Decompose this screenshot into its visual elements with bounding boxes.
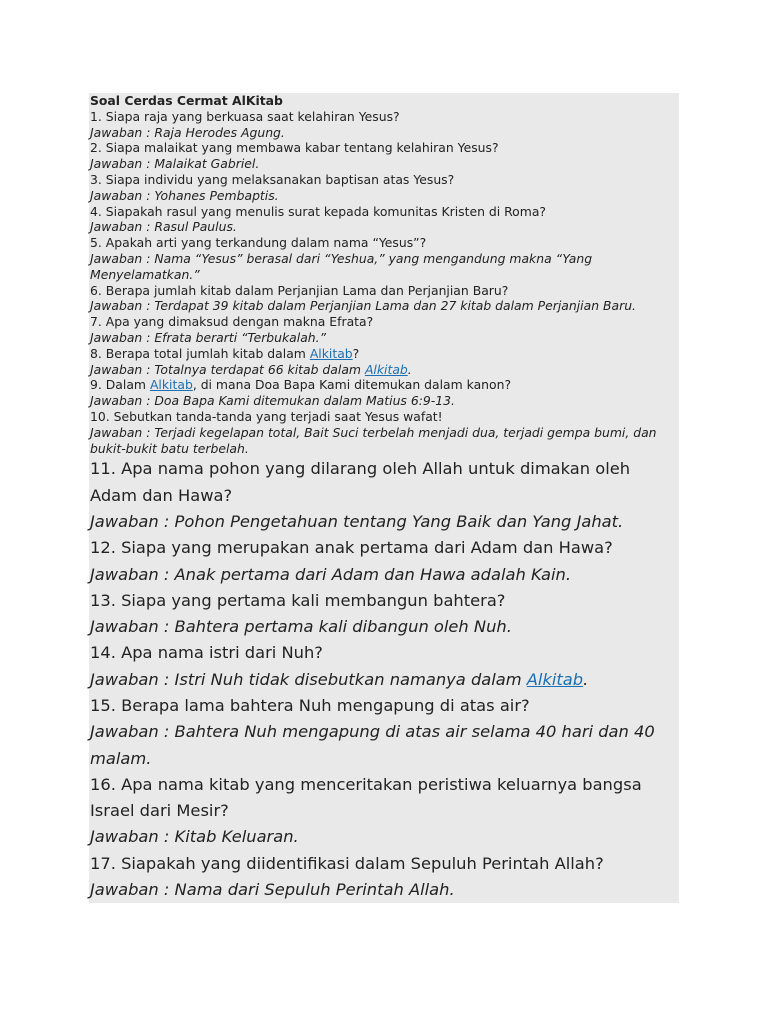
- answer-6: Jawaban : Terdapat 39 kitab dalam Perjanjian Lama dan 27 kitab dalam Perjanjian Baru.: [90, 298, 636, 314]
- question-17: 17. Siapakah yang diidentifikasi dalam Sepuluh Perintah Allah?: [90, 853, 604, 873]
- answer-1: Jawaban : Raja Herodes Agung.: [90, 124, 285, 140]
- document-body: [89, 93, 679, 903]
- answer-16: Jawaban : Kitab Keluaran.: [90, 827, 299, 847]
- question-13: 13. Siapa yang pertama kali membangun bahtera?: [90, 590, 506, 610]
- question-15: 15. Berapa lama bahtera Nuh mengapung di atas air?: [90, 696, 530, 715]
- question-14: 14. Apa nama istri dari Nuh?: [90, 643, 323, 663]
- alkitab-link[interactable]: Alkitab: [149, 377, 193, 393]
- answer-13: Jawaban : Bahtera pertama kali dibangun oleh Nuh.: [90, 617, 512, 637]
- alkitab-link[interactable]: Alkitab: [526, 669, 584, 689]
- alkitab-link[interactable]: Alkitab: [364, 361, 408, 377]
- large-section: [89, 456, 679, 903]
- document-title: Soal Cerdas Cermat AlKitab: [90, 93, 283, 108]
- answer-12: Jawaban : Anak pertama dari Adam dan Hawa adalah Kain.: [90, 564, 572, 584]
- answer-3: Jawaban : Yohanes Pembaptis.: [90, 187, 279, 203]
- alkitab-link[interactable]: Alkitab: [309, 345, 353, 361]
- question-5: 5. Apakah arti yang terkandung dalam nama “Yesus”?: [90, 235, 427, 251]
- question-16: 16. Apa nama kitab yang menceritakan peristiwa keluarnya bangsa Israel dari Mesir?: [90, 774, 642, 821]
- answer-11: Jawaban : Pohon Pengetahuan tentang Yang Baik dan Yang Jahat.: [90, 511, 624, 531]
- question-6: 6. Berapa jumlah kitab dalam Perjanjian Lama dan Perjanjian Baru?: [90, 282, 509, 298]
- answer-15: Jawaban : Bahtera Nuh mengapung di atas air selama 40 hari dan 40 malam.: [90, 722, 655, 768]
- small-section: [89, 93, 679, 456]
- answer-10: Jawaban : Terjadi kegelapan total, Bait Suci terbelah menjadi dua, terjadi gempa bumi, dan bukit-bukit batu terbelah.: [90, 424, 657, 456]
- question-8: 8. Berapa total jumlah kitab dalam Alkitab?: [90, 345, 360, 361]
- answer-5: Jawaban : Nama “Yesus” berasal dari “Yeshua,” yang mengandung makna “Yang Menyelamatkan.”: [90, 250, 593, 282]
- question-12: 12. Siapa yang merupakan anak pertama dari Adam dan Hawa?: [90, 538, 613, 558]
- answer-8: Jawaban : Totalnya terdapat 66 kitab dalam Alkitab.: [90, 361, 412, 377]
- answer-9: Jawaban : Doa Bapa Kami ditemukan dalam Matius 6:9-13.: [90, 393, 455, 409]
- answer-14: Jawaban : Istri Nuh tidak disebutkan namanya dalam Alkitab.: [90, 669, 589, 689]
- question-9: 9. Dalam Alkitab, di mana Doa Bapa Kami ditemukan dalam kanon?: [90, 377, 512, 393]
- answer-17: Jawaban : Nama dari Sepuluh Perintah Allah.: [90, 880, 455, 900]
- answer-4: Jawaban : Rasul Paulus.: [90, 219, 237, 235]
- question-7: 7. Apa yang dimaksud dengan makna Efrata?: [90, 314, 374, 330]
- question-10: 10. Sebutkan tanda-tanda yang terjadi saat Yesus wafat!: [90, 408, 443, 424]
- question-2: 2. Siapa malaikat yang membawa kabar tentang kelahiran Yesus?: [90, 140, 499, 156]
- question-3: 3. Siapa individu yang melaksanakan baptisan atas Yesus?: [90, 171, 455, 187]
- answer-2: Jawaban : Malaikat Gabriel.: [90, 156, 260, 172]
- question-1: 1. Siapa raja yang berkuasa saat kelahiran Yesus?: [90, 108, 400, 124]
- answer-7: Jawaban : Efrata berarti “Terbukalah.”: [90, 329, 327, 345]
- question-11: 11. Apa nama pohon yang dilarang oleh Allah untuk dimakan oleh Adam dan Hawa?: [90, 459, 631, 505]
- question-4: 4. Siapakah rasul yang menulis surat kepada komunitas Kristen di Roma?: [90, 203, 546, 219]
